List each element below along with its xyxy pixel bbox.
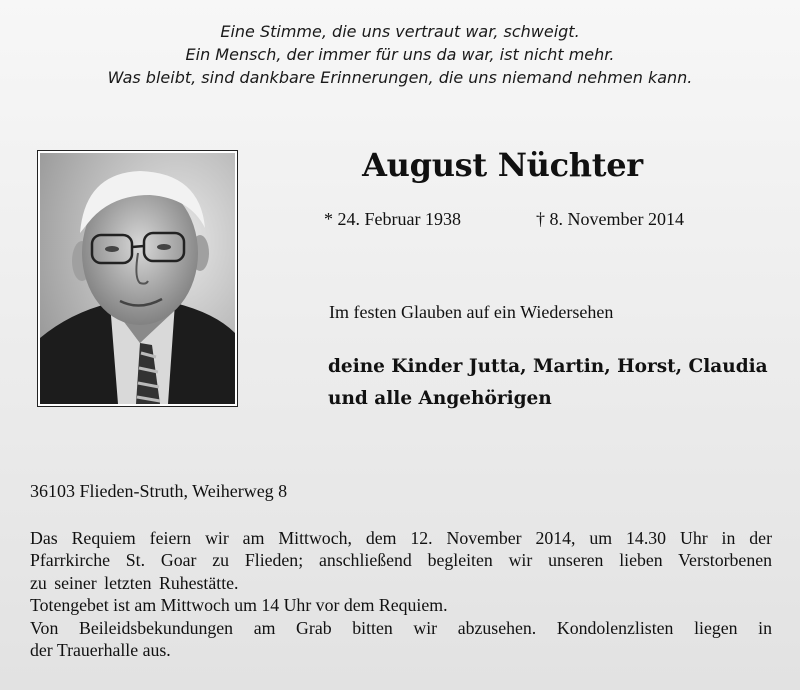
birth-date: * 24. Februar 1938 <box>324 209 461 229</box>
requiem-line: zu seiner letzten Ruhestätte. <box>30 572 239 593</box>
requiem-line: Das Requiem feiern wir am Mittwoch, dem 12. November 2014, um 14.30 Uhr in der <box>30 528 772 548</box>
family-address: 36103 Flieden-Struth, Weiherweg 8 <box>30 481 288 501</box>
mourners-line: und alle Angehörigen <box>328 388 552 409</box>
verse-line: Eine Stimme, die uns vertraut war, schweigt. <box>220 22 580 41</box>
verse-line: Ein Mensch, der immer für uns da war, ist nicht mehr. <box>185 45 615 64</box>
requiem-line: Von Beileidsbekundungen am Grab bitten wir abzusehen. Kondolenzlisten liegen in <box>30 617 772 638</box>
memorial-verse <box>0 20 800 89</box>
requiem-line: der Trauerhalle aus. <box>30 640 171 661</box>
deceased-name: August Nüchter <box>362 146 643 184</box>
portrait-image <box>40 153 235 404</box>
requiem-line: Pfarrkirche St. Goar zu Flieden; anschließend begleiten wir unseren lieben Verstorbenen <box>30 550 772 571</box>
verse-line: Was bleibt, sind dankbare Erinnerungen, die uns niemand nehmen kann. <box>107 68 693 87</box>
requiem-line: Totengebet ist am Mittwoch um 14 Uhr vor dem Requiem. <box>30 595 448 616</box>
portrait-photo <box>37 150 238 407</box>
faith-line: Im festen Glauben auf ein Wiedersehen <box>329 302 614 322</box>
death-date: † 8. November 2014 <box>536 209 684 229</box>
mourners-list <box>328 351 768 415</box>
mourners-line: deine Kinder Jutta, Martin, Horst, Claudia <box>328 356 768 377</box>
requiem-details <box>30 527 772 661</box>
